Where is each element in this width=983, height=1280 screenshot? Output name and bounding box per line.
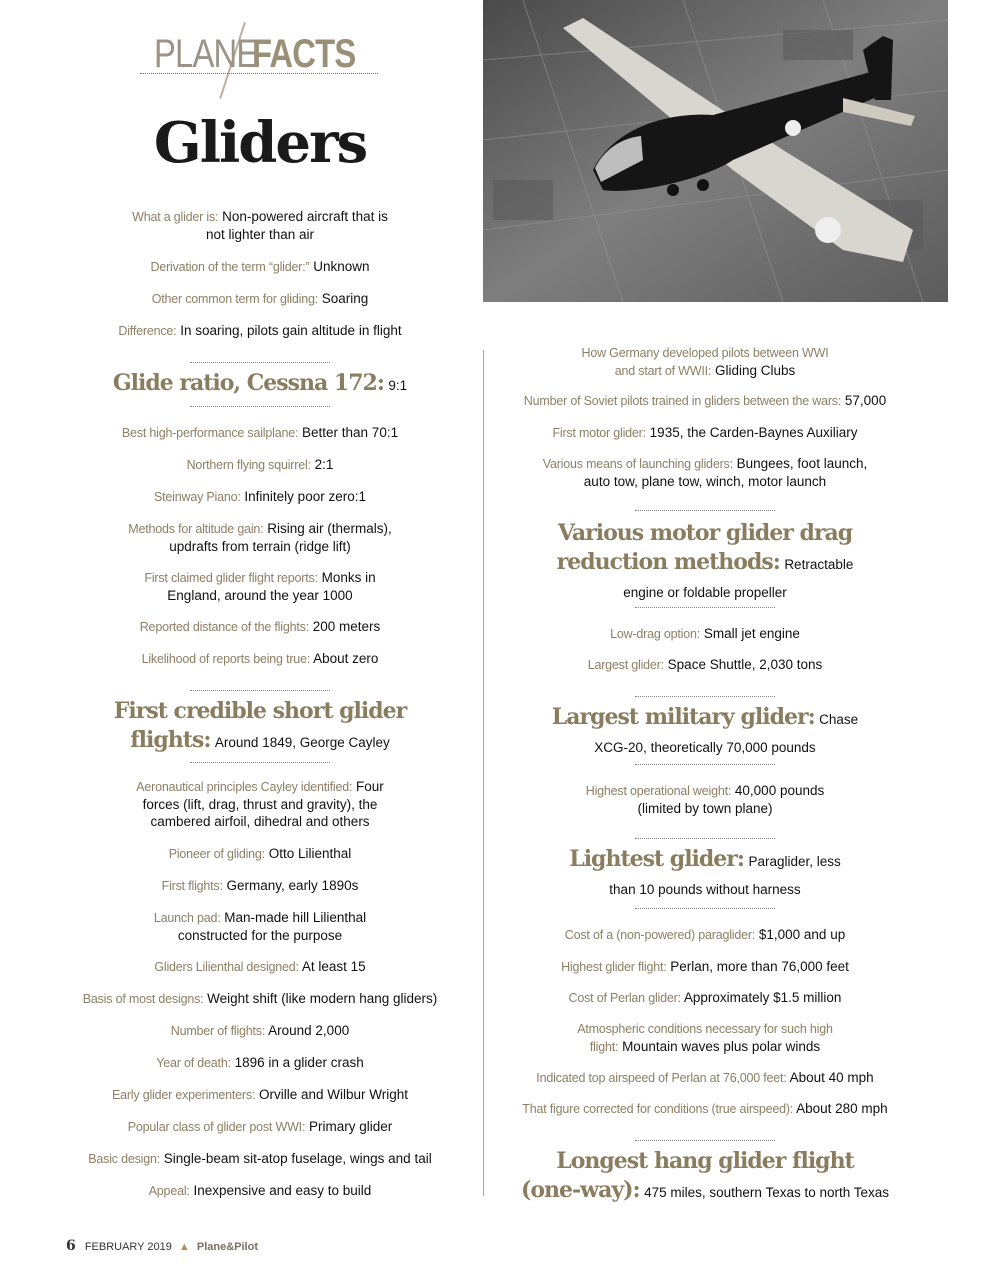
glider-photo — [483, 0, 948, 302]
heading-glide-ratio: Glide ratio, Cessna 172: 9:1 — [112, 370, 408, 396]
fact-paraglider-cost: Cost of a (non-powered) paraglider: $1,000 and up — [564, 927, 846, 942]
divider — [635, 764, 775, 765]
divider — [635, 908, 775, 909]
fact-first-flights: First flights: Germany, early 1890s — [161, 878, 359, 893]
fact-first-motor-glider: First motor glider: 1935, the Carden-Baynes Auxiliary — [552, 425, 858, 440]
issue-date: FEBRUARY 2019 — [84, 1241, 172, 1253]
heading-first-credible: First credible short glider flights: Around 1849, George Cayley — [113, 698, 407, 753]
section-title — [154, 32, 356, 77]
fact-experimenters: Early glider experimenters: Orville and Wilbur Wright — [111, 1087, 409, 1102]
fact-what-glider: What a glider is: Non-powered aircraft that is not lighter than air — [132, 209, 388, 242]
fact-flying-squirrel: Northern flying squirrel: 2:1 — [186, 457, 334, 472]
fact-launch-pad: Launch pad: Man-made hill Lilienthal constructed for the purpose — [153, 910, 367, 943]
fact-perlan-cost: Cost of Perlan glider: Approximately $1.5 million — [568, 990, 842, 1005]
divider — [190, 762, 330, 763]
fact-pioneer: Pioneer of gliding: Otto Lilienthal — [168, 846, 352, 861]
section-header — [140, 28, 380, 78]
divider — [635, 510, 775, 511]
fact-basis-designs: Basis of most designs: Weight shift (like modern hang gliders) — [82, 991, 438, 1006]
fact-number-flights: Number of flights: Around 2,000 — [170, 1023, 350, 1038]
fact-appeal: Appeal: Inexpensive and easy to build — [148, 1183, 372, 1198]
glider-photo-illustration — [483, 0, 948, 302]
divider — [635, 696, 775, 697]
fact-true-airspeed: That figure corrected for conditions (true airspeed): About 280 mph — [522, 1101, 888, 1116]
page-footer — [66, 1238, 258, 1254]
fact-difference: Difference: In soaring, pilots gain altitude in flight — [118, 323, 402, 338]
divider — [190, 406, 330, 407]
footer-separator-icon: ▲ — [178, 1241, 190, 1253]
heading-drag-reduction: Various motor glider drag reduction methods: Retractable engine or foldable propeller — [556, 520, 854, 600]
magazine-brand: Plane&Pilot — [196, 1241, 258, 1253]
fact-year-death: Year of death: 1896 in a glider crash — [156, 1055, 364, 1070]
section-title-plane: PLANE — [154, 32, 258, 76]
fact-launching-means: Various means of launching gliders: Bungees, foot launch, auto tow, plane tow, winch, motor launch — [542, 456, 868, 489]
header-rule — [140, 73, 378, 74]
divider — [190, 362, 330, 363]
heading-largest-military: Largest military glider: Chase XCG-20, theoretically 70,000 pounds — [551, 704, 859, 755]
fact-distance: Reported distance of the flights: 200 meters — [139, 619, 381, 634]
heading-longest-hang-glider: Longest hang glider flight (one-way): 475 miles, southern Texas to north Texas — [520, 1148, 890, 1203]
fact-highest-weight: Highest operational weight: 40,000 pounds (limited by town plane) — [585, 783, 825, 816]
fact-gliders-designed: Gliders Lilienthal designed: At least 15 — [154, 959, 366, 974]
divider — [635, 607, 775, 608]
fact-low-drag: Low-drag option: Small jet engine — [610, 626, 800, 641]
article-title: Gliders — [153, 110, 367, 176]
fact-first-reports: First claimed glider flight reports: Monks in England, around the year 1000 — [144, 570, 376, 603]
fact-best-sailplane: Best high-performance sailplane: Better than 70:1 — [121, 425, 399, 440]
fact-likelihood: Likelihood of reports being true: About zero — [141, 651, 379, 666]
fact-basic-design: Basic design: Single-beam sit-atop fuselage, wings and tail — [88, 1151, 432, 1166]
column-separator — [483, 350, 484, 1196]
fact-soviet-pilots: Number of Soviet pilots trained in gliders between the wars: 57,000 — [523, 393, 887, 408]
divider — [190, 690, 330, 691]
fact-other-term: Other common term for gliding: Soaring — [151, 291, 369, 306]
fact-popular-class: Popular class of glider post WWI: Primary glider — [127, 1119, 393, 1134]
fact-highest-flight: Highest glider flight: Perlan, more than 76,000 feet — [561, 959, 849, 974]
fact-derivation: Derivation of the term “glider:” Unknown — [150, 259, 370, 274]
fact-germany-pilots: How Germany developed pilots between WWI and start of WWII: Gliding Clubs — [581, 346, 829, 378]
fact-cayley-principles: Aeronautical principles Cayley identified: Four forces (lift, drag, thrust and gravity), the cambered airfoil, dihedral and others — [136, 779, 384, 829]
divider — [635, 838, 775, 839]
page-number: 6 — [66, 1238, 76, 1254]
section-title-facts: FACTS — [252, 32, 356, 76]
fact-largest-glider: Largest glider: Space Shuttle, 2,030 tons — [587, 657, 823, 672]
heading-lightest-glider: Lightest glider: Paraglider, less than 10 pounds without harness — [569, 846, 841, 897]
fact-steinway: Steinway Piano: Infinitely poor zero:1 — [154, 489, 366, 504]
divider — [635, 1140, 775, 1141]
fact-indicated-airspeed: Indicated top airspeed of Perlan at 76,000 feet: About 40 mph — [536, 1070, 874, 1085]
fact-atmospheric-conditions: Atmospheric conditions necessary for such high flight: Mountain waves plus polar winds — [577, 1022, 833, 1054]
fact-altitude-gain: Methods for altitude gain: Rising air (thermals), updrafts from terrain (ridge lift) — [128, 521, 392, 554]
